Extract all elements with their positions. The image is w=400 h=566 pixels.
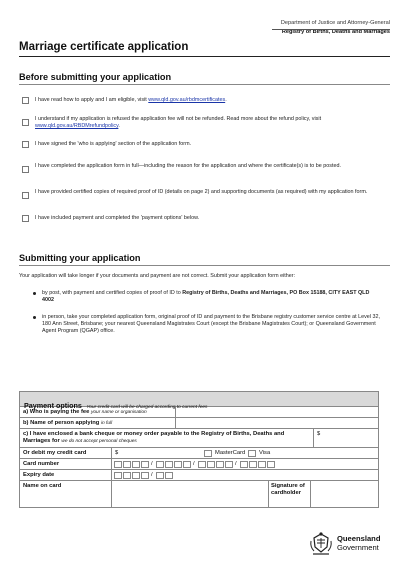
checkbox-proof-of-id[interactable]: [22, 192, 29, 199]
card-digit-box[interactable]: [165, 461, 173, 468]
card-digit-box[interactable]: [114, 461, 122, 468]
link-refund-policy[interactable]: www.qld.gov.au/RBDMrefundpolicy: [35, 123, 119, 129]
registry-name: Registry of Births, Deaths and Marriages: [281, 29, 390, 35]
checklist-text-proof-of-id: I have provided certified copies of required proof of ID (details on page 2) and supporting documents (as required) with my application form.: [35, 189, 368, 195]
name-on-card-input[interactable]: [112, 481, 267, 507]
cheque-amount-input[interactable]: [324, 429, 378, 447]
header-divider: [272, 29, 390, 30]
applicant-name-input[interactable]: [176, 418, 378, 428]
signature-label: Signature of cardholder: [271, 483, 305, 496]
card-digit-box[interactable]: [198, 461, 206, 468]
submitting-intro: Your application will take longer if your documents and payment are not correct. Submit your application form either:: [19, 273, 296, 279]
debit-amount-input[interactable]: [122, 448, 202, 458]
checkbox-completed[interactable]: [22, 166, 29, 173]
submit-by-post: by post, with payment and certified copies of proof of ID to Registry of Births, Deaths and Marriages, PO Box 15188, CITY EAST QLD 4002: [42, 290, 370, 303]
row-who-paying: a) Who is paying the fee your name or organisation: [20, 407, 378, 418]
who-paying-input[interactable]: [176, 407, 378, 417]
mastercard-label: MasterCard: [215, 450, 246, 456]
bullet-post: [33, 292, 36, 295]
row-applicant-name: b) Name of person applying in full: [20, 418, 378, 429]
checklist-text-refund: I understand if my application is refused the application fee will not be refunded. Read more about the refund policy, visit www.qld.gov.au/RBDMrefundpolicy.: [35, 116, 322, 129]
expiry-separator: /: [151, 471, 153, 478]
checklist-text-payment: I have included payment and completed the 'payment options' below.: [35, 215, 200, 221]
row-card-number: Card number / / /: [20, 459, 378, 470]
checklist-text-eligible: I have read how to apply and I am eligible, visit www.qld.gov.au/rbdmcertificates.: [35, 97, 227, 103]
before-heading: Before submitting your application: [19, 72, 172, 82]
title-divider: [19, 56, 390, 57]
visa-checkbox[interactable]: [248, 450, 256, 457]
card-digit-box[interactable]: [123, 461, 131, 468]
checkbox-refund[interactable]: [22, 119, 29, 126]
card-digit-box[interactable]: [174, 461, 182, 468]
department-name: Department of Justice and Attorney-General: [280, 20, 390, 26]
card-digit-box[interactable]: [132, 461, 140, 468]
checklist-text-completed: I have completed the application form in full—including the reason for the application and where the certificate(s) is to be posted.: [35, 163, 341, 169]
payment-header: [20, 392, 378, 410]
checklist-text-signed: I have signed the 'who is applying' section of the application form.: [35, 141, 192, 147]
submitting-divider: [19, 265, 390, 266]
expiry-digit-box[interactable]: [123, 472, 131, 479]
card-separator: /: [193, 460, 195, 467]
queensland-crest-icon: [308, 531, 334, 557]
link-rbdm-certificates[interactable]: www.qld.gov.au/rbdmcertificates: [148, 97, 226, 103]
page-title: Marriage certificate application: [19, 41, 189, 53]
card-digit-box[interactable]: [207, 461, 215, 468]
card-digit-box[interactable]: [216, 461, 224, 468]
expiry-digit-box[interactable]: [156, 472, 164, 479]
card-digit-box[interactable]: [225, 461, 233, 468]
submitting-heading: Submitting your application: [19, 253, 141, 263]
card-digit-box[interactable]: [141, 461, 149, 468]
card-digit-box[interactable]: [249, 461, 257, 468]
before-divider: [19, 84, 390, 85]
card-digit-box[interactable]: [267, 461, 275, 468]
card-digit-box[interactable]: [183, 461, 191, 468]
cheque-dollar-sign: $: [317, 431, 321, 437]
debit-dollar-sign: $: [115, 450, 119, 456]
expiry-digit-box[interactable]: [132, 472, 140, 479]
signature-input[interactable]: [311, 481, 378, 507]
bullet-in-person: [33, 316, 36, 319]
card-digit-box[interactable]: [258, 461, 266, 468]
card-separator: /: [151, 460, 153, 467]
expiry-digit-box[interactable]: [165, 472, 173, 479]
queensland-government-wordmark: Queensland Government: [337, 534, 381, 552]
row-debit-card: Or debit my credit card $ MasterCard Visa: [20, 448, 378, 459]
checkbox-eligible[interactable]: [22, 97, 29, 104]
card-digit-box[interactable]: [240, 461, 248, 468]
expiry-digit-box[interactable]: [141, 472, 149, 479]
payment-options-table: [19, 391, 379, 508]
mastercard-checkbox[interactable]: [204, 450, 212, 457]
visa-label: Visa: [259, 450, 271, 456]
expiry-digit-box[interactable]: [114, 472, 122, 479]
row-name-signature: Name on card Signature of cardholder: [20, 481, 378, 507]
row-expiry: Expiry date /: [20, 470, 378, 481]
department-header: [281, 19, 390, 37]
payment-note: Your credit card will be charged according to current fees: [86, 405, 208, 410]
submit-in-person: in person, take your completed application form, original proof of ID and payment to the Brisbane registry customer service centre at Level 32, 180 Ann Street, Brisbane; your nearest Queensland Magistrates Court (except the Brisbane Magistrates Court); or Queensland Government Agent Program (QGAP) office.: [42, 314, 380, 334]
checkbox-signed[interactable]: [22, 141, 29, 148]
card-digit-box[interactable]: [156, 461, 164, 468]
card-separator: /: [235, 460, 237, 467]
row-cheque: c) I have enclosed a bank cheque or money order payable to the Registry of Births, Deaths and Marriages for we do not accept personal cheques $: [20, 429, 378, 448]
checkbox-payment[interactable]: [22, 215, 29, 222]
payment-heading: Payment options: [24, 401, 82, 410]
